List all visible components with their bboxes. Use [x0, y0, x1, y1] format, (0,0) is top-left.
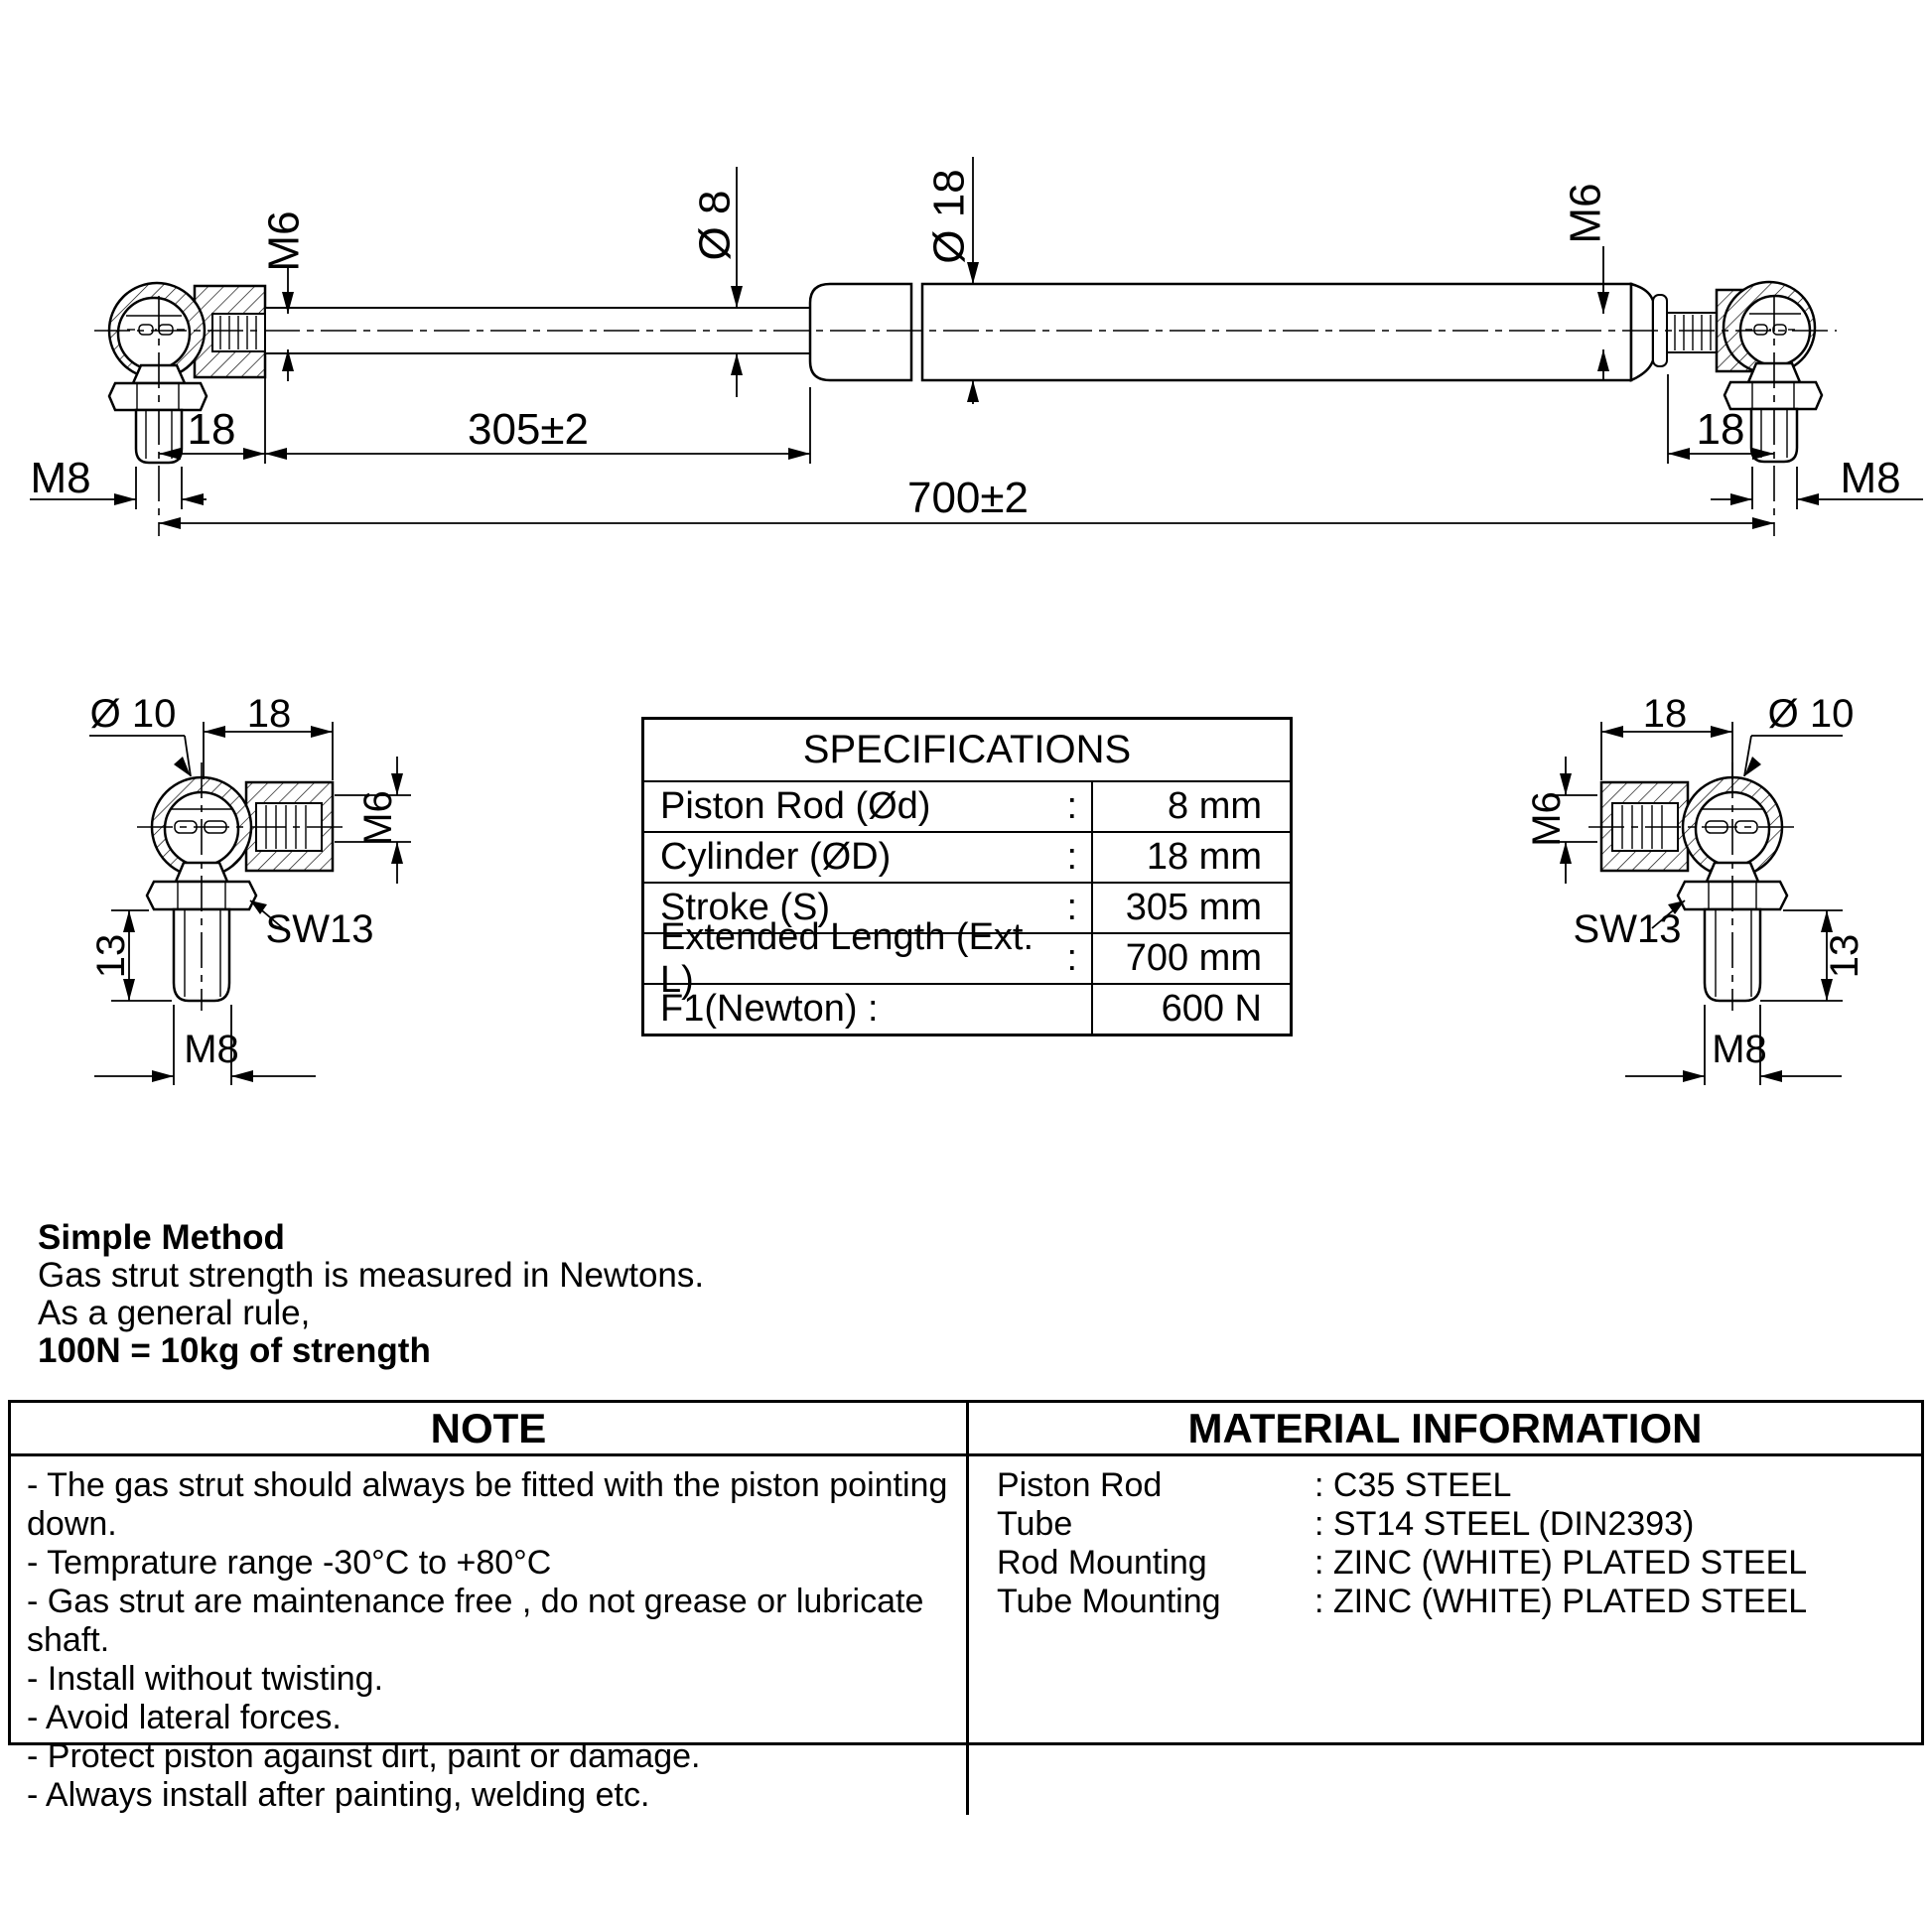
dim-stroke-length: 305±2	[467, 405, 590, 454]
material-value: : ZINC (WHITE) PLATED STEEL	[1314, 1583, 1808, 1620]
material-value: : C35 STEEL	[1314, 1466, 1512, 1504]
material-row	[997, 1583, 1911, 1621]
detail-view-left	[89, 692, 411, 1085]
cylinder-tube	[810, 284, 1653, 380]
note-item: - Gas strut are maintenance free , do not grease or lubricate shaft.	[27, 1583, 924, 1659]
spec-label: Cylinder (ØD)	[660, 836, 892, 878]
detail-right-stud-length: 13	[1823, 933, 1866, 979]
note-item: - Install without twisting.	[27, 1660, 384, 1698]
dim-eye-width-right: 18	[1696, 405, 1745, 454]
dim-rod-thread-right: M6	[1561, 183, 1610, 244]
specifications-table	[641, 717, 1293, 1036]
simple-method-block	[38, 1219, 704, 1370]
note-header: NOTE	[11, 1403, 966, 1456]
detail-right-ball-diameter: Ø 10	[1767, 692, 1855, 736]
detail-right-socket-thread: M6	[1525, 791, 1569, 847]
spec-label: F1(Newton) :	[660, 988, 879, 1030]
detail-left-stud-thread: M8	[184, 1028, 239, 1071]
simple-method-title: Simple Method	[38, 1218, 285, 1257]
main-strut-drawing	[30, 157, 1923, 536]
material-label: Tube	[997, 1505, 1073, 1543]
detail-left-eye-width: 18	[246, 692, 292, 736]
material-list	[966, 1456, 1921, 1815]
detail-left-wrench-size: SW13	[265, 907, 374, 951]
dim-rod-thread-left: M6	[259, 210, 309, 272]
detail-left-stud-length: 13	[89, 933, 133, 979]
dim-cylinder-diameter: Ø 18	[924, 169, 974, 264]
detail-left-ball-diameter: Ø 10	[89, 692, 177, 736]
material-header: MATERIAL INFORMATION	[966, 1403, 1921, 1456]
material-label: Piston Rod	[997, 1466, 1163, 1504]
note-item: - The gas strut should always be fitted with the piston pointing down.	[27, 1466, 948, 1543]
spec-label: Stroke (S)	[660, 887, 831, 928]
spec-value: 600 N	[1091, 985, 1290, 1034]
note-item: - Temprature range -30°C to +80°C	[27, 1544, 552, 1582]
material-row	[997, 1544, 1911, 1583]
material-row	[997, 1505, 1911, 1544]
note-item: - Avoid lateral forces.	[27, 1699, 342, 1736]
spec-label: Extended Length (Ext. L)	[660, 915, 1035, 1001]
spec-value: 18 mm	[1091, 833, 1290, 882]
simple-method-rule: 100N = 10kg of strength	[38, 1331, 431, 1370]
note-list	[11, 1456, 966, 1815]
spec-colon: :	[1066, 937, 1077, 979]
spec-value: 8 mm	[1091, 782, 1290, 831]
material-value: : ZINC (WHITE) PLATED STEEL	[1314, 1544, 1808, 1582]
simple-method-line: As a general rule,	[38, 1294, 311, 1332]
dim-rod-diameter: Ø 8	[690, 190, 740, 261]
spec-row-force	[644, 983, 1290, 1034]
dim-extended-length: 700±2	[906, 474, 1030, 522]
spec-row-piston-rod	[644, 780, 1290, 831]
spec-row-cylinder	[644, 831, 1290, 882]
material-label: Tube Mounting	[997, 1583, 1221, 1620]
material-value: : ST14 STEEL (DIN2393)	[1314, 1505, 1695, 1543]
spec-row-extended-length	[644, 915, 1290, 1001]
spec-colon: :	[1066, 836, 1077, 878]
dim-stud-thread-right: M8	[1840, 454, 1901, 502]
detail-view-right	[1525, 692, 1866, 1085]
material-label: Rod Mounting	[997, 1544, 1207, 1582]
note-item: - Protect piston against dirt, paint or damage.	[27, 1737, 701, 1775]
specifications-title: SPECIFICATIONS	[802, 728, 1132, 771]
detail-left-shapes	[137, 762, 345, 1011]
dim-stud-thread-left: M8	[30, 454, 91, 502]
detail-right-eye-width: 18	[1642, 692, 1688, 736]
note-item: - Always install after painting, welding etc.	[27, 1776, 650, 1814]
detail-left-socket-thread: M6	[356, 790, 400, 846]
material-row	[997, 1466, 1911, 1505]
spec-value: 700 mm	[1091, 934, 1290, 983]
dim-eye-width-left: 18	[187, 405, 236, 454]
spec-colon: :	[1066, 887, 1077, 928]
simple-method-line: Gas strut strength is measured in Newtons.	[38, 1256, 705, 1295]
detail-right-shapes	[1588, 762, 1797, 1011]
spec-colon: :	[1066, 785, 1077, 827]
note-material-table	[8, 1400, 1924, 1814]
detail-right-wrench-size: SW13	[1573, 907, 1682, 951]
detail-right-stud-thread: M8	[1712, 1028, 1767, 1071]
spec-value: 305 mm	[1091, 884, 1290, 932]
spec-label: Piston Rod (Ød)	[660, 785, 931, 827]
